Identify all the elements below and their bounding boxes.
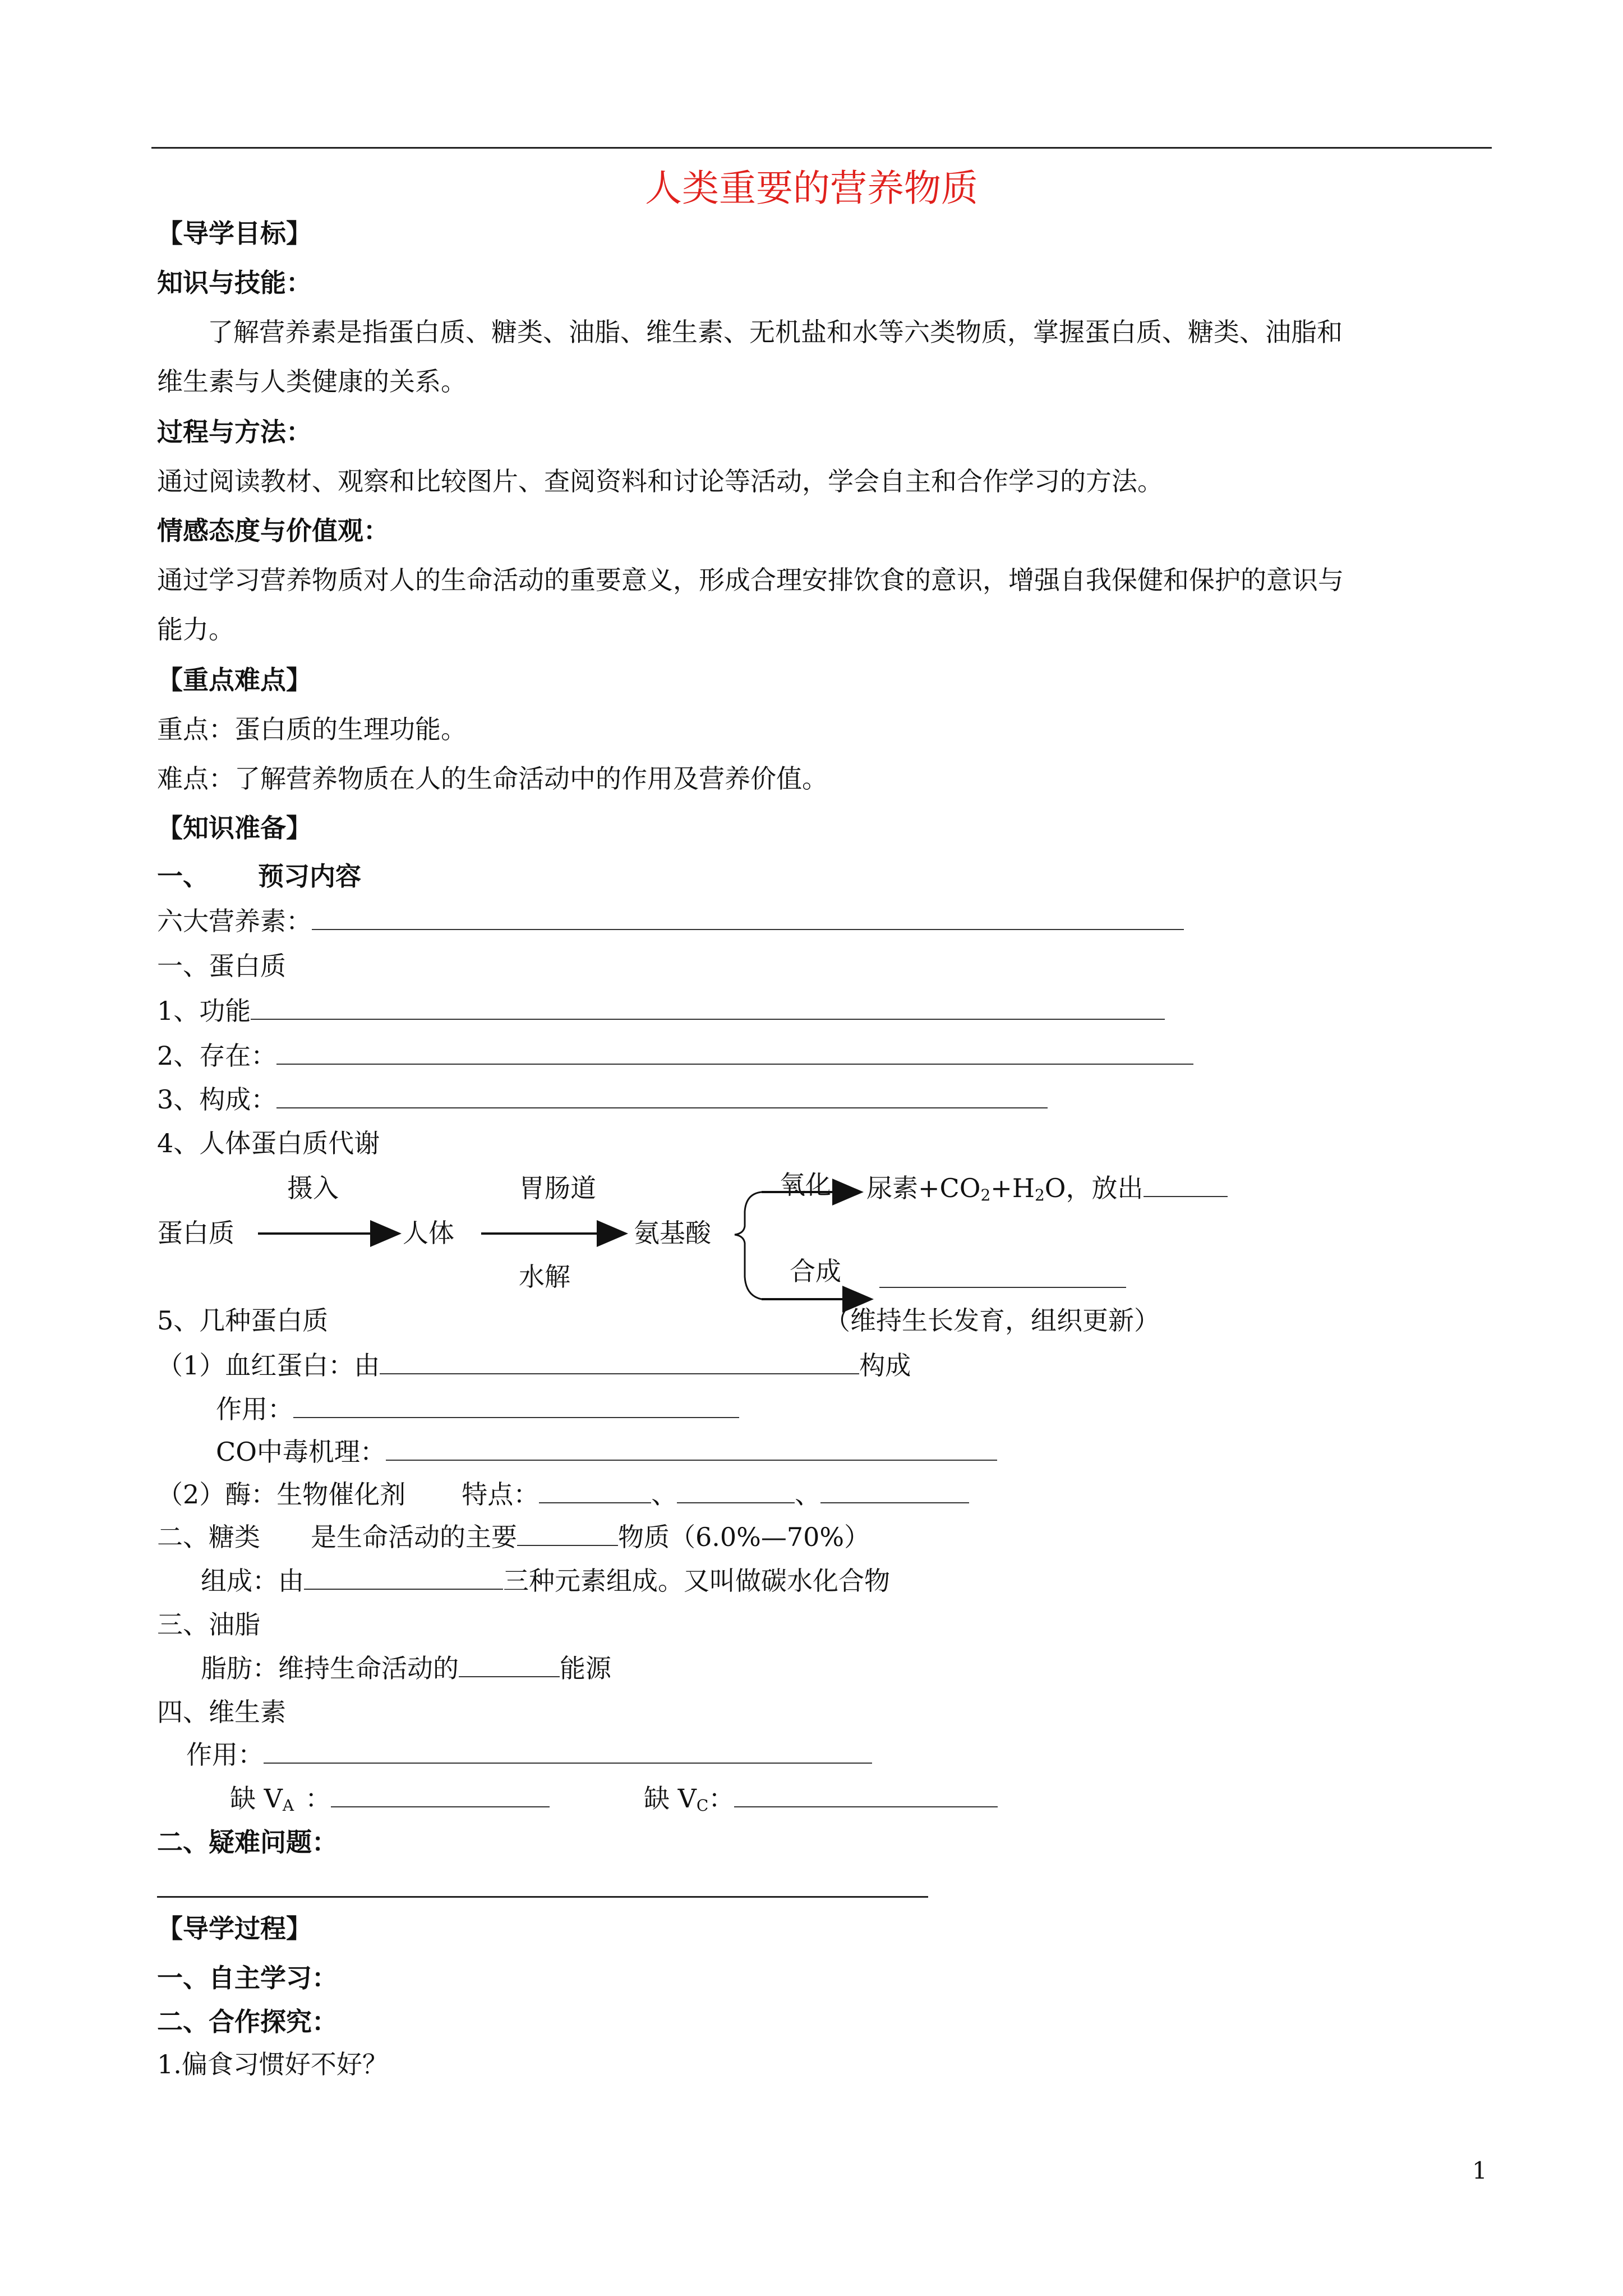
cooperate-heading: 二、合作探究：: [157, 2007, 338, 2037]
composition-end: 三种元素组成。又叫做碳水化合物: [503, 1566, 890, 1596]
diagram-ingest: 摄入: [287, 1173, 339, 1203]
knowledge-text-1: 了解营养素是指蛋白质、糖类、油脂、维生素、无机盐和水等六类物质，掌握蛋白质、糖类、油脂和: [208, 317, 1343, 347]
products-co-sub: 2: [980, 1186, 991, 1204]
knowledge-text-2: 维生素与人类健康的关系。: [157, 366, 467, 397]
self-study-heading: 一、自主学习：: [157, 1963, 338, 1993]
hemoglobin-label: （1）血红蛋白：由: [157, 1350, 380, 1381]
protein-function-label: 1、功能: [157, 996, 251, 1026]
protein-existence-label: 2、存在：: [157, 1041, 277, 1071]
lack-va-row: [230, 1783, 550, 1821]
six-nutrients-label: 六大营养素：: [157, 906, 312, 936]
questions-heading: 二、疑难问题：: [157, 1827, 338, 1857]
emotion-text-2: 能力。: [157, 614, 234, 645]
composition-blank[interactable]: [304, 1566, 503, 1590]
vitamin-function-row: [186, 1739, 872, 1770]
hemoglobin-function-label: 作用：: [216, 1394, 293, 1424]
enzyme-row: [157, 1479, 969, 1510]
enzyme-sep-2: 、: [795, 1479, 821, 1510]
sugar-text-end: 物质（6.0%—70%）: [618, 1522, 870, 1552]
enzyme-label: （2）酶：生物催化剂: [157, 1479, 406, 1510]
fat-text-end: 能源: [560, 1653, 611, 1683]
fat-row: [201, 1653, 611, 1684]
emotion-text-1: 通过学习营养物质对人的生命活动的重要意义，形成合理安排饮食的意识，增强自我保健和保护的意识与: [157, 565, 1344, 595]
enzyme-blank-1[interactable]: [539, 1480, 651, 1503]
vitamin-heading: 四、维生素: [157, 1697, 286, 1727]
diagram-oxidation: 氧化: [780, 1170, 831, 1200]
fat-heading: 三、油脂: [157, 1609, 260, 1640]
protein-heading: 一、蛋白质: [157, 951, 286, 981]
co-row: [216, 1436, 997, 1467]
enzyme-blank-2[interactable]: [677, 1480, 795, 1503]
several-proteins-heading: 5、几种蛋白质: [157, 1305, 329, 1336]
hemoglobin-end: 构成: [859, 1350, 911, 1381]
process-text: 通过阅读教材、观察和比较图片、查阅资料和讨论等活动，学会自主和合作学习的方法。: [157, 466, 1163, 496]
key-point: 重点：蛋白质的生理功能。: [157, 714, 467, 744]
products-h: +H: [990, 1173, 1035, 1203]
fat-blank[interactable]: [459, 1654, 560, 1677]
diagram-brace: [735, 1192, 762, 1299]
heading-emotion: 情感态度与价值观：: [157, 516, 389, 546]
co-blank[interactable]: [386, 1437, 997, 1461]
enzyme-sep-1: 、: [651, 1479, 677, 1510]
diagram-body: 人体: [403, 1218, 454, 1248]
diagram-maintain: （维持生长发育，组织更新）: [824, 1305, 1160, 1336]
hemoglobin-blank[interactable]: [380, 1351, 859, 1374]
preview-number: 一、: [157, 861, 209, 891]
page-title: 人类重要的营养物质: [645, 167, 978, 210]
diagram-protein: 蛋白质: [157, 1218, 234, 1248]
questions-line[interactable]: [157, 1896, 928, 1898]
lack-vc-sub: C: [696, 1796, 709, 1815]
preview-heading: 预习内容: [258, 861, 361, 891]
hemoglobin-function-blank[interactable]: [293, 1395, 739, 1418]
section-key-points: 【重点难点】: [157, 665, 312, 695]
diagram-hydrolysis: 水解: [519, 1262, 570, 1292]
lack-va-blank[interactable]: [331, 1784, 550, 1807]
vitamin-function-label: 作用：: [186, 1740, 264, 1770]
composition-row: [201, 1565, 890, 1596]
section-process: 【导学过程】: [157, 1913, 312, 1944]
sugar-text: 是生命活动的主要: [311, 1522, 517, 1552]
protein-structure-label: 3、构成：: [157, 1084, 277, 1115]
products-urea-co: 尿素+CO: [866, 1173, 981, 1203]
vitamin-function-blank[interactable]: [264, 1740, 872, 1764]
products-h-sub: 2: [1034, 1186, 1045, 1204]
protein-metabolism-heading: 4、人体蛋白质代谢: [157, 1128, 380, 1158]
sugar-label: 二、糖类: [157, 1522, 260, 1552]
diagram-tract: 胃肠道: [519, 1173, 596, 1203]
heading-knowledge-skill: 知识与技能：: [157, 268, 312, 298]
hemoglobin-row: [157, 1350, 911, 1381]
lack-vc-blank[interactable]: [734, 1784, 998, 1807]
sugar-blank[interactable]: [517, 1522, 618, 1546]
lack-va-sub: A: [282, 1796, 294, 1815]
heading-process-method: 过程与方法：: [157, 417, 312, 447]
fat-text: 脂肪：维持生命活动的: [201, 1653, 459, 1683]
lack-va-label: 缺 V: [230, 1783, 283, 1814]
lack-vc-label: 缺 V: [644, 1783, 697, 1814]
diagram-synthesis: 合成: [790, 1256, 841, 1286]
lack-vc-colon: ：: [708, 1783, 735, 1814]
co-label: CO中毒机理：: [216, 1437, 386, 1467]
sugar-row: [157, 1521, 870, 1553]
section-prep: 【知识准备】: [157, 813, 312, 843]
composition-label: 组成：由: [201, 1566, 304, 1596]
lack-vc-row: [644, 1783, 998, 1821]
section-goals: 【导学目标】: [157, 218, 312, 249]
enzyme-blank-3[interactable]: [820, 1480, 969, 1503]
products-release: O，放出: [1044, 1173, 1144, 1203]
enzyme-feature-label: 特点：: [462, 1479, 540, 1510]
difficult-point: 难点：了解营养物质在人的生命活动中的作用及营养价值。: [157, 763, 828, 794]
hemoglobin-function-row: [216, 1393, 739, 1425]
page-number: 1: [1472, 2157, 1487, 2184]
question-1: 1.偏食习惯好不好？: [157, 2049, 388, 2079]
diagram-amino: 氨基酸: [634, 1218, 711, 1248]
lack-va-colon: ：: [305, 1783, 331, 1814]
